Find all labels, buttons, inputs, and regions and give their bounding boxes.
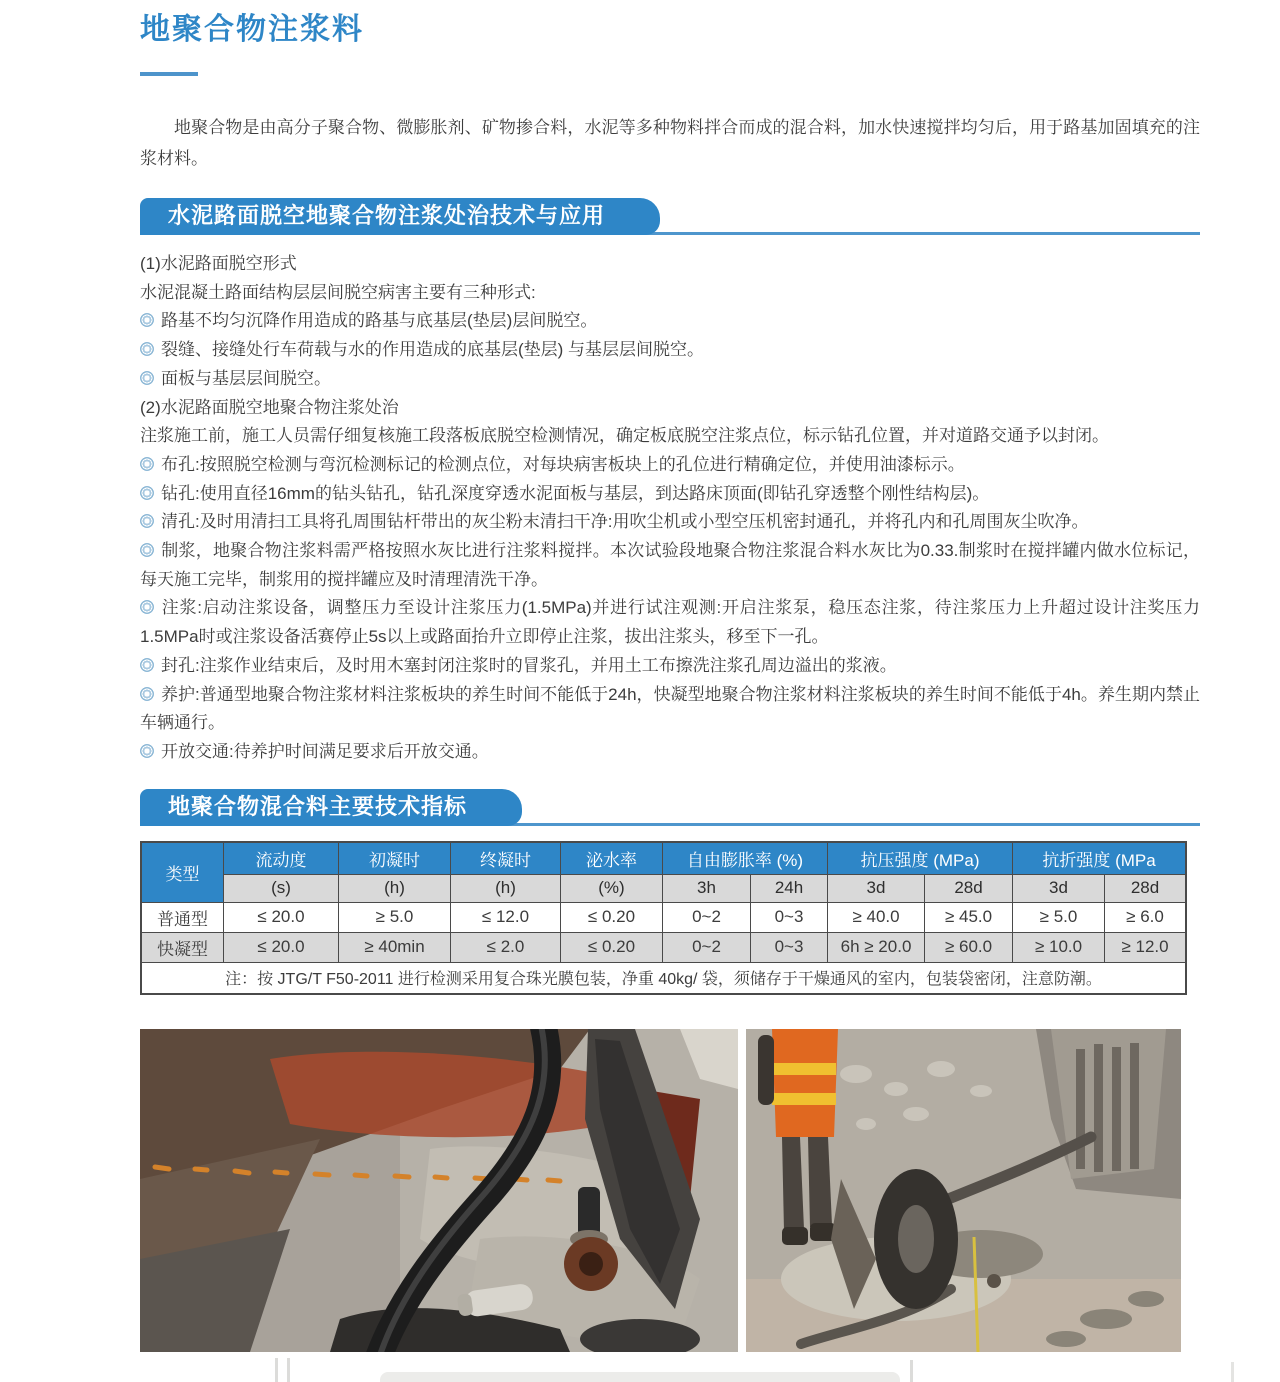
ring-bullet-icon — [140, 543, 154, 557]
item-text: 注浆施工前，施工人员需仔细复核施工段落板底脱空检测情况，确定板底脱空注浆点位，标示钻孔位置，并对道路交通予以封闭。 — [140, 426, 1109, 446]
cell: ≥ 6.0 — [1105, 903, 1185, 933]
item-text: 面板与基层层间脱空。 — [161, 368, 331, 388]
intro-paragraph: 地聚合物是由高分子聚合物、微膨胀剂、矿物掺合料，水泥等多种物料拌合而成的混合料，加水快速搅拌均匀后，用于路基加固填充的注浆材料。 — [140, 118, 1200, 168]
item-text: (2)水泥路面脱空地聚合物注浆处治 — [140, 397, 399, 417]
ring-bullet-icon — [140, 600, 154, 614]
col-header-initial-set: 初凝时 — [339, 843, 451, 875]
sub-header: 24h — [751, 875, 828, 903]
item-text: 裂缝、接缝处行车荷载与水的作用造成的底基层(垫层) 与基层层间脱空。 — [161, 340, 705, 360]
list-item — [140, 594, 1200, 651]
cell: ≥ 40min — [339, 933, 451, 963]
list-item — [140, 365, 1200, 394]
cell: ≤ 0.20 — [561, 933, 663, 963]
sub-header: (h) — [451, 875, 561, 903]
section1-header — [140, 198, 1200, 235]
item-text: 养护:普通型地聚合物注浆材料注浆板块的养生时间不能低于24h，快凝型地聚合物注浆材料注浆板块的养生时间不能低于4h。养生期内禁止车辆通行。 — [140, 684, 1200, 733]
ring-bullet-icon — [140, 342, 154, 356]
sub-header: (s) — [224, 875, 339, 903]
list-item — [140, 451, 1200, 480]
list-item — [140, 307, 1200, 336]
item-text: 水泥混凝土路面结构层层间脱空病害主要有三种形式: — [140, 282, 536, 302]
list-item — [140, 537, 1200, 594]
cell: ≥ 5.0 — [339, 903, 451, 933]
col-header-expansion: 自由膨胀率 (%) — [663, 843, 828, 875]
sub-header: 28d — [1105, 875, 1185, 903]
list-item — [140, 336, 1200, 365]
item-text: 清孔:及时用清扫工具将孔周围钻杆带出的灰尘粉末清扫干净:用吹尘机或小型空压机密封通孔，并将孔内和孔周围灰尘吹净。 — [161, 512, 1089, 532]
cell: 0~3 — [751, 933, 828, 963]
section1-banner: 水泥路面脱空地聚合物注浆处治技术与应用 — [140, 198, 660, 235]
next-page-artifact — [380, 1372, 900, 1382]
item-text: 路基不均匀沉降作用造成的路基与底基层(垫层)层间脱空。 — [161, 311, 598, 331]
document-page — [0, 10, 1280, 1382]
page-title: 地聚合物注浆料 — [140, 13, 364, 46]
item-text: 布孔:按照脱空检测与弯沉检测标记的检测点位，对每块病害板块上的孔位进行精确定位，并使用油漆标示。 — [161, 454, 965, 474]
next-page-artifact — [910, 1360, 913, 1382]
cell: 0~2 — [663, 903, 751, 933]
table-note-row — [142, 963, 1185, 993]
cell: ≤ 2.0 — [451, 933, 561, 963]
col-header-bleeding: 泌水率 — [561, 843, 663, 875]
list-item — [140, 480, 1200, 509]
ring-bullet-icon — [140, 744, 154, 758]
next-page-artifact — [275, 1358, 278, 1382]
ring-bullet-icon — [140, 658, 154, 672]
photo-row — [140, 1029, 1200, 1352]
item-text: (1)水泥路面脱空形式 — [140, 254, 297, 273]
title-underline-dash — [140, 72, 198, 76]
item-text: 制浆，地聚合物注浆料需严格按照水灰比进行注浆料搅拌。本次试验段地聚合物注浆混合料水灰比为0.33.制浆时在搅拌罐内做水位标记，每天施工完毕，制浆用的搅拌罐应及时清理清洗干净。 — [140, 541, 1200, 589]
photo-grouting-hose-on-pavement — [140, 1029, 738, 1352]
sub-header: 3d — [1013, 875, 1105, 903]
col-header-type: 类型 — [142, 843, 224, 903]
list-item — [140, 738, 1200, 767]
cell: ≥ 60.0 — [925, 933, 1013, 963]
row-label: 普通型 — [142, 903, 224, 933]
list-item — [140, 508, 1200, 537]
list-item — [140, 681, 1200, 738]
list-item — [140, 250, 1200, 279]
section2-header — [140, 789, 1200, 826]
item-text: 封孔:注浆作业结束后，及时用木塞封闭注浆时的冒浆孔，并用土工布擦洗注浆孔周边溢出的浆液。 — [161, 655, 897, 675]
col-header-compressive: 抗压强度 (MPa) — [828, 843, 1013, 875]
ring-bullet-icon — [140, 486, 154, 500]
sub-header: 28d — [925, 875, 1013, 903]
cell: ≤ 20.0 — [224, 933, 339, 963]
item-text: 开放交通:待养护时间满足要求后开放交通。 — [161, 741, 489, 761]
item-text: 注浆:启动注浆设备，调整压力至设计注浆压力(1.5MPa)并进行试注观测:开启注浆泵，稳压态注浆，待注浆压力上升超过设计注奖压力1.5MPa时或注浆设备活赛停止5s以上或路面抬升立即停止注浆，拔出注浆头，移至下一孔。 — [140, 598, 1200, 647]
ring-bullet-icon — [140, 313, 154, 327]
ring-bullet-icon — [140, 457, 154, 471]
photo-construction-site-worker — [746, 1029, 1181, 1352]
cell: ≥ 5.0 — [1013, 903, 1105, 933]
list-item — [140, 279, 1200, 308]
col-header-fluidity: 流动度 — [224, 843, 339, 875]
item-text: 钻孔:使用直径16mm的钻头钻孔，钻孔深度穿透水泥面板与基层，到达路床顶面(即钻孔穿透整个刚性结构层)。 — [161, 483, 990, 503]
list-item — [140, 422, 1200, 451]
ring-bullet-icon — [140, 514, 154, 528]
section1-body — [140, 250, 1200, 767]
col-header-flexural: 抗折强度 (MPa — [1013, 843, 1185, 875]
table-row-rapid-type — [142, 933, 1185, 963]
cell: ≥ 45.0 — [925, 903, 1013, 933]
table-note: 注：按 JTG/T F50-2011 进行检测采用复合珠光膜包装，净重 40kg/ 袋，须储存于干燥通风的室内，包装袋密闭，注意防潮。 — [142, 963, 1185, 993]
cell: 6h ≥ 20.0 — [828, 933, 925, 963]
sub-header: (h) — [339, 875, 451, 903]
cell: ≤ 0.20 — [561, 903, 663, 933]
ring-bullet-icon — [140, 687, 154, 701]
section2-banner: 地聚合物混合料主要技术指标 — [140, 789, 522, 826]
cell: ≤ 20.0 — [224, 903, 339, 933]
cell: ≥ 40.0 — [828, 903, 925, 933]
next-page-artifact — [1231, 1362, 1234, 1382]
col-header-final-set: 终凝时 — [451, 843, 561, 875]
sub-header: (%) — [561, 875, 663, 903]
sub-header: 3d — [828, 875, 925, 903]
cell: 0~3 — [751, 903, 828, 933]
cell: 0~2 — [663, 933, 751, 963]
spec-table — [142, 843, 1185, 993]
list-item — [140, 394, 1200, 423]
spec-table-wrapper — [140, 841, 1187, 995]
row-label: 快凝型 — [142, 933, 224, 963]
next-page-artifact — [287, 1358, 290, 1382]
cell: ≥ 10.0 — [1013, 933, 1105, 963]
sub-header: 3h — [663, 875, 751, 903]
cell: ≤ 12.0 — [451, 903, 561, 933]
list-item — [140, 652, 1200, 681]
ring-bullet-icon — [140, 371, 154, 385]
table-row-normal-type — [142, 903, 1185, 933]
cell: ≥ 12.0 — [1105, 933, 1185, 963]
